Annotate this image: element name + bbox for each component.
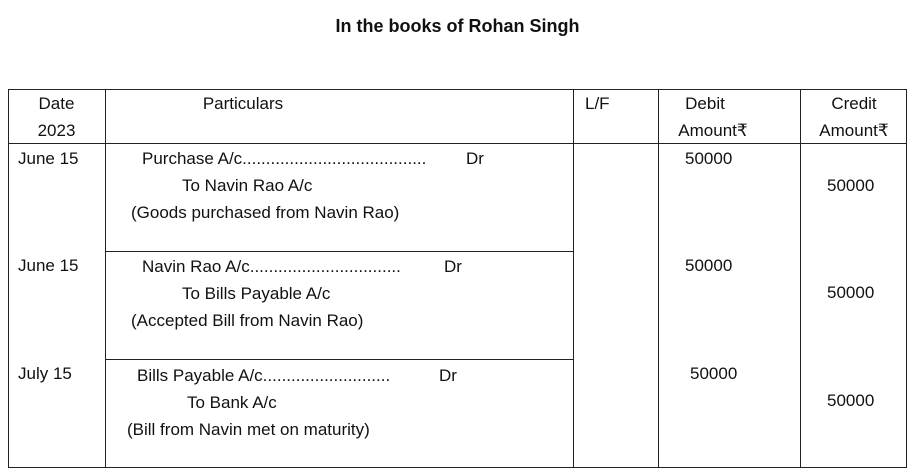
entry-dr-label: Dr xyxy=(439,366,457,385)
entry-date: June 15 xyxy=(18,149,79,168)
entry-credit-account: To Bank A/c xyxy=(187,393,277,412)
table-right-border xyxy=(906,89,907,468)
lf-column-divider xyxy=(658,89,659,468)
table-left-border xyxy=(8,89,9,468)
entry-debit-account: Purchase A/c....................................... xyxy=(142,149,427,168)
header-lf: L/F xyxy=(585,94,610,113)
entry-debit-amount: 50000 xyxy=(685,256,733,275)
entry-date: July 15 xyxy=(18,364,72,383)
header-particulars: Particulars xyxy=(202,94,284,113)
particulars-column-divider xyxy=(573,89,574,468)
header-debit-amount: Amount₹ xyxy=(678,121,748,140)
journal-table xyxy=(8,89,907,468)
entry-narration: (Bill from Navin met on maturity) xyxy=(127,420,370,439)
entry-narration: (Accepted Bill from Navin Rao) xyxy=(131,311,364,330)
entry-credit-amount: 50000 xyxy=(827,391,875,410)
debit-column-divider xyxy=(800,89,801,468)
entry-narration: (Goods purchased from Navin Rao) xyxy=(131,203,400,222)
entry-credit-account: To Bills Payable A/c xyxy=(182,284,331,303)
entry-debit-account: Bills Payable A/c........................... xyxy=(137,366,391,385)
entry-divider-1 xyxy=(105,251,573,252)
entry-credit-account: To Navin Rao A/c xyxy=(182,176,313,195)
header-bottom-border xyxy=(8,143,907,144)
entry-credit-amount: 50000 xyxy=(827,176,875,195)
entry-credit-amount: 50000 xyxy=(827,283,875,302)
entry-divider-2 xyxy=(105,359,573,360)
header-credit: Credit xyxy=(831,94,877,113)
table-top-border xyxy=(8,89,907,90)
entry-dr-label: Dr xyxy=(466,149,484,168)
entry-debit-account: Navin Rao A/c................................ xyxy=(142,257,401,276)
page-title: In the books of Rohan Singh xyxy=(335,16,580,36)
header-date: Date xyxy=(38,94,75,113)
entry-debit-amount: 50000 xyxy=(690,364,738,383)
table-bottom-border xyxy=(8,467,907,468)
entry-debit-amount: 50000 xyxy=(685,149,733,168)
header-year: 2023 xyxy=(37,121,76,140)
header-debit: Debit xyxy=(685,94,725,113)
header-credit-amount: Amount₹ xyxy=(819,121,889,140)
date-column-divider xyxy=(105,89,106,468)
entry-date: June 15 xyxy=(18,256,79,275)
entry-dr-label: Dr xyxy=(444,257,462,276)
